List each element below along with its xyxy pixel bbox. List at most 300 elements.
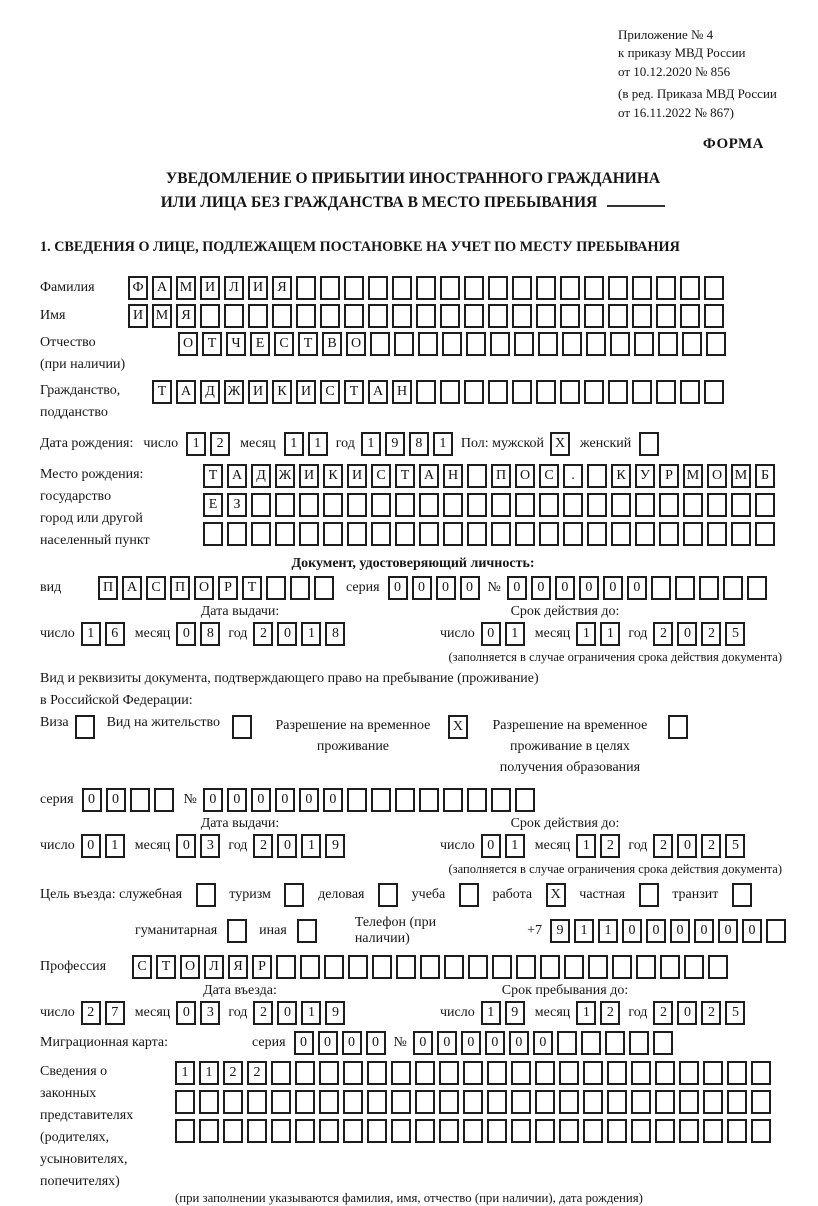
char-box[interactable] [440, 276, 460, 300]
char-box[interactable]: 0 [481, 834, 501, 858]
char-box[interactable] [608, 304, 628, 328]
char-box[interactable] [535, 1119, 555, 1143]
char-box[interactable] [439, 1090, 459, 1114]
char-box[interactable] [320, 304, 340, 328]
char-box[interactable]: Т [156, 955, 176, 979]
char-box[interactable] [392, 304, 412, 328]
char-box[interactable] [175, 1119, 195, 1143]
char-box[interactable]: 1 [574, 919, 594, 943]
char-box[interactable] [271, 1119, 291, 1143]
char-box[interactable] [443, 522, 463, 546]
char-box[interactable]: 0 [485, 1031, 505, 1055]
char-box[interactable] [463, 1061, 483, 1085]
char-box[interactable] [755, 493, 775, 517]
char-box[interactable] [227, 522, 247, 546]
char-box[interactable]: А [176, 380, 196, 404]
char-box[interactable]: Е [203, 493, 223, 517]
char-box[interactable]: И [248, 276, 268, 300]
char-box[interactable] [439, 1119, 459, 1143]
char-box[interactable] [658, 332, 678, 356]
char-box[interactable]: С [320, 380, 340, 404]
char-box[interactable] [459, 883, 479, 907]
char-box[interactable] [297, 919, 317, 943]
char-box[interactable]: 7 [105, 1001, 125, 1025]
char-box[interactable]: 0 [277, 622, 297, 646]
char-box[interactable] [199, 1090, 219, 1114]
char-box[interactable] [680, 380, 700, 404]
char-box[interactable]: А [122, 576, 142, 600]
char-box[interactable] [320, 276, 340, 300]
char-box[interactable]: 1 [505, 622, 525, 646]
char-box[interactable]: 1 [301, 834, 321, 858]
char-box[interactable] [731, 522, 751, 546]
char-box[interactable] [751, 1061, 771, 1085]
char-box[interactable]: X [448, 715, 468, 739]
char-box[interactable] [492, 955, 512, 979]
char-box[interactable]: Н [392, 380, 412, 404]
char-box[interactable]: 2 [81, 1001, 101, 1025]
char-box[interactable] [491, 788, 511, 812]
char-box[interactable] [539, 493, 559, 517]
char-box[interactable] [699, 576, 719, 600]
char-box[interactable] [276, 955, 296, 979]
char-box[interactable] [419, 788, 439, 812]
char-box[interactable] [323, 522, 343, 546]
char-box[interactable]: 1 [361, 432, 381, 456]
char-box[interactable] [727, 1090, 747, 1114]
char-box[interactable]: Р [252, 955, 272, 979]
char-box[interactable] [660, 955, 680, 979]
char-box[interactable] [467, 788, 487, 812]
char-box[interactable] [347, 788, 367, 812]
char-box[interactable]: Т [242, 576, 262, 600]
char-box[interactable]: 2 [253, 1001, 273, 1025]
char-box[interactable] [290, 576, 310, 600]
char-box[interactable]: 0 [366, 1031, 386, 1055]
char-box[interactable]: Т [298, 332, 318, 356]
char-box[interactable]: А [227, 464, 247, 488]
char-box[interactable] [659, 522, 679, 546]
char-box[interactable] [656, 276, 676, 300]
char-box[interactable] [319, 1090, 339, 1114]
char-box[interactable]: 0 [742, 919, 762, 943]
char-box[interactable] [675, 576, 695, 600]
char-box[interactable] [466, 332, 486, 356]
char-box[interactable] [608, 380, 628, 404]
char-box[interactable]: 8 [200, 622, 220, 646]
char-box[interactable]: 0 [677, 622, 697, 646]
char-box[interactable] [467, 522, 487, 546]
char-box[interactable] [251, 493, 271, 517]
char-box[interactable] [766, 919, 786, 943]
char-box[interactable] [755, 522, 775, 546]
char-box[interactable] [631, 1119, 651, 1143]
char-box[interactable] [275, 493, 295, 517]
char-box[interactable] [536, 380, 556, 404]
char-box[interactable] [344, 304, 364, 328]
char-box[interactable]: 1 [186, 432, 206, 456]
char-box[interactable]: С [539, 464, 559, 488]
char-box[interactable] [75, 715, 95, 739]
char-box[interactable]: 9 [325, 1001, 345, 1025]
char-box[interactable]: 0 [622, 919, 642, 943]
char-box[interactable] [272, 304, 292, 328]
char-box[interactable] [367, 1090, 387, 1114]
char-box[interactable]: О [707, 464, 727, 488]
char-box[interactable]: К [611, 464, 631, 488]
char-box[interactable]: А [152, 276, 172, 300]
char-box[interactable]: 9 [325, 834, 345, 858]
char-box[interactable] [639, 883, 659, 907]
char-box[interactable]: 0 [533, 1031, 553, 1055]
char-box[interactable]: 2 [253, 622, 273, 646]
char-box[interactable]: Б [755, 464, 775, 488]
char-box[interactable] [415, 1119, 435, 1143]
char-box[interactable]: В [322, 332, 342, 356]
char-box[interactable] [488, 304, 508, 328]
char-box[interactable]: 0 [323, 788, 343, 812]
char-box[interactable] [703, 1090, 723, 1114]
char-box[interactable] [154, 788, 174, 812]
char-box[interactable]: 9 [385, 432, 405, 456]
char-box[interactable] [629, 1031, 649, 1055]
char-box[interactable] [515, 522, 535, 546]
char-box[interactable] [419, 522, 439, 546]
char-box[interactable] [299, 522, 319, 546]
char-box[interactable]: С [371, 464, 391, 488]
char-box[interactable]: 2 [653, 834, 673, 858]
char-box[interactable] [295, 1061, 315, 1085]
char-box[interactable] [535, 1061, 555, 1085]
char-box[interactable]: Т [395, 464, 415, 488]
char-box[interactable]: 1 [576, 622, 596, 646]
char-box[interactable]: Н [443, 464, 463, 488]
char-box[interactable]: 0 [677, 1001, 697, 1025]
char-box[interactable] [610, 332, 630, 356]
char-box[interactable] [514, 332, 534, 356]
char-box[interactable] [631, 1090, 651, 1114]
char-box[interactable] [371, 493, 391, 517]
char-box[interactable]: 0 [461, 1031, 481, 1055]
char-box[interactable] [251, 522, 271, 546]
char-box[interactable] [607, 1119, 627, 1143]
char-box[interactable]: 2 [253, 834, 273, 858]
char-box[interactable] [668, 715, 688, 739]
char-box[interactable] [559, 1061, 579, 1085]
char-box[interactable]: 0 [318, 1031, 338, 1055]
char-box[interactable] [224, 304, 244, 328]
char-box[interactable]: Ф [128, 276, 148, 300]
char-box[interactable]: И [248, 380, 268, 404]
char-box[interactable]: 1 [600, 622, 620, 646]
char-box[interactable] [703, 1119, 723, 1143]
char-box[interactable]: 0 [388, 576, 408, 600]
char-box[interactable]: О [178, 332, 198, 356]
char-box[interactable] [367, 1061, 387, 1085]
char-box[interactable] [511, 1061, 531, 1085]
char-box[interactable]: 1 [598, 919, 618, 943]
char-box[interactable]: 1 [481, 1001, 501, 1025]
char-box[interactable] [295, 1119, 315, 1143]
char-box[interactable] [442, 332, 462, 356]
char-box[interactable]: 2 [600, 1001, 620, 1025]
char-box[interactable]: 0 [413, 1031, 433, 1055]
char-box[interactable]: 2 [653, 1001, 673, 1025]
char-box[interactable] [343, 1090, 363, 1114]
char-box[interactable]: 0 [603, 576, 623, 600]
char-box[interactable]: Л [224, 276, 244, 300]
char-box[interactable] [223, 1119, 243, 1143]
char-box[interactable] [392, 276, 412, 300]
char-box[interactable] [284, 883, 304, 907]
char-box[interactable] [347, 493, 367, 517]
char-box[interactable]: 1 [308, 432, 328, 456]
char-box[interactable] [584, 380, 604, 404]
char-box[interactable] [418, 332, 438, 356]
char-box[interactable] [300, 955, 320, 979]
char-box[interactable] [703, 1061, 723, 1085]
char-box[interactable] [199, 1119, 219, 1143]
char-box[interactable] [490, 332, 510, 356]
char-box[interactable]: Т [202, 332, 222, 356]
char-box[interactable] [443, 788, 463, 812]
char-box[interactable]: 0 [579, 576, 599, 600]
char-box[interactable] [516, 955, 536, 979]
char-box[interactable] [656, 380, 676, 404]
char-box[interactable] [559, 1090, 579, 1114]
char-box[interactable]: 2 [653, 622, 673, 646]
char-box[interactable] [395, 522, 415, 546]
char-box[interactable] [605, 1031, 625, 1055]
char-box[interactable] [560, 380, 580, 404]
char-box[interactable]: 0 [507, 576, 527, 600]
char-box[interactable]: Т [344, 380, 364, 404]
char-box[interactable]: 0 [82, 788, 102, 812]
char-box[interactable] [682, 332, 702, 356]
char-box[interactable] [343, 1119, 363, 1143]
char-box[interactable]: 0 [646, 919, 666, 943]
char-box[interactable]: 0 [176, 834, 196, 858]
char-box[interactable]: О [180, 955, 200, 979]
char-box[interactable] [394, 332, 414, 356]
char-box[interactable]: 0 [176, 1001, 196, 1025]
char-box[interactable]: X [550, 432, 570, 456]
char-box[interactable] [391, 1061, 411, 1085]
char-box[interactable] [655, 1119, 675, 1143]
char-box[interactable] [607, 1090, 627, 1114]
char-box[interactable] [656, 304, 676, 328]
char-box[interactable]: 0 [677, 834, 697, 858]
char-box[interactable] [175, 1090, 195, 1114]
char-box[interactable] [487, 1061, 507, 1085]
char-box[interactable] [560, 276, 580, 300]
char-box[interactable] [683, 493, 703, 517]
char-box[interactable] [564, 955, 584, 979]
char-box[interactable] [587, 522, 607, 546]
char-box[interactable]: 1 [81, 622, 101, 646]
char-box[interactable] [468, 955, 488, 979]
char-box[interactable]: Е [250, 332, 270, 356]
char-box[interactable] [583, 1061, 603, 1085]
char-box[interactable] [515, 788, 535, 812]
char-box[interactable] [463, 1090, 483, 1114]
char-box[interactable] [299, 493, 319, 517]
char-box[interactable] [370, 332, 390, 356]
char-box[interactable]: С [146, 576, 166, 600]
char-box[interactable] [319, 1119, 339, 1143]
char-box[interactable] [391, 1090, 411, 1114]
char-box[interactable]: Я [228, 955, 248, 979]
char-box[interactable] [372, 955, 392, 979]
char-box[interactable] [751, 1119, 771, 1143]
char-box[interactable]: Д [251, 464, 271, 488]
char-box[interactable] [491, 522, 511, 546]
char-box[interactable] [559, 1119, 579, 1143]
char-box[interactable] [584, 276, 604, 300]
char-box[interactable]: 0 [294, 1031, 314, 1055]
char-box[interactable] [464, 276, 484, 300]
char-box[interactable] [727, 1119, 747, 1143]
char-box[interactable]: М [176, 276, 196, 300]
char-box[interactable] [680, 304, 700, 328]
char-box[interactable] [611, 493, 631, 517]
char-box[interactable] [704, 304, 724, 328]
char-box[interactable]: 2 [247, 1061, 267, 1085]
char-box[interactable]: 0 [436, 576, 456, 600]
char-box[interactable]: К [272, 380, 292, 404]
char-box[interactable]: М [152, 304, 172, 328]
char-box[interactable]: 0 [342, 1031, 362, 1055]
char-box[interactable] [723, 576, 743, 600]
char-box[interactable]: 9 [550, 919, 570, 943]
char-box[interactable]: 1 [505, 834, 525, 858]
char-box[interactable] [348, 955, 368, 979]
char-box[interactable] [536, 276, 556, 300]
char-box[interactable] [679, 1090, 699, 1114]
char-box[interactable] [396, 955, 416, 979]
char-box[interactable]: 0 [176, 622, 196, 646]
char-box[interactable] [416, 304, 436, 328]
char-box[interactable] [415, 1061, 435, 1085]
char-box[interactable] [196, 883, 216, 907]
char-box[interactable]: 3 [200, 834, 220, 858]
char-box[interactable] [371, 788, 391, 812]
char-box[interactable]: У [635, 464, 655, 488]
char-box[interactable]: 0 [277, 1001, 297, 1025]
char-box[interactable]: 5 [725, 834, 745, 858]
char-box[interactable]: 1 [284, 432, 304, 456]
char-box[interactable] [632, 304, 652, 328]
char-box[interactable]: 0 [203, 788, 223, 812]
char-box[interactable]: 2 [210, 432, 230, 456]
char-box[interactable]: 2 [701, 622, 721, 646]
char-box[interactable] [368, 276, 388, 300]
char-box[interactable] [655, 1090, 675, 1114]
char-box[interactable]: М [731, 464, 751, 488]
char-box[interactable] [443, 493, 463, 517]
char-box[interactable]: 2 [223, 1061, 243, 1085]
char-box[interactable] [488, 276, 508, 300]
char-box[interactable] [324, 955, 344, 979]
char-box[interactable] [491, 493, 511, 517]
char-box[interactable]: 3 [200, 1001, 220, 1025]
char-box[interactable]: 0 [627, 576, 647, 600]
char-box[interactable]: 8 [409, 432, 429, 456]
char-box[interactable] [271, 1061, 291, 1085]
char-box[interactable]: М [683, 464, 703, 488]
char-box[interactable] [232, 715, 252, 739]
char-box[interactable] [467, 464, 487, 488]
char-box[interactable] [248, 304, 268, 328]
char-box[interactable] [680, 276, 700, 300]
char-box[interactable] [200, 304, 220, 328]
char-box[interactable]: Я [272, 276, 292, 300]
char-box[interactable] [704, 276, 724, 300]
char-box[interactable] [314, 576, 334, 600]
char-box[interactable] [368, 304, 388, 328]
char-box[interactable] [415, 1090, 435, 1114]
char-box[interactable] [583, 1119, 603, 1143]
char-box[interactable] [440, 304, 460, 328]
char-box[interactable] [247, 1090, 267, 1114]
char-box[interactable] [535, 1090, 555, 1114]
char-box[interactable] [515, 493, 535, 517]
char-box[interactable] [607, 1061, 627, 1085]
char-box[interactable] [727, 1061, 747, 1085]
char-box[interactable]: 0 [670, 919, 690, 943]
char-box[interactable] [439, 1061, 459, 1085]
char-box[interactable]: 2 [600, 834, 620, 858]
char-box[interactable]: 0 [555, 576, 575, 600]
char-box[interactable] [586, 332, 606, 356]
char-box[interactable]: К [323, 464, 343, 488]
char-box[interactable] [271, 1090, 291, 1114]
char-box[interactable]: С [132, 955, 152, 979]
char-box[interactable]: . [563, 464, 583, 488]
char-box[interactable] [266, 576, 286, 600]
char-box[interactable] [344, 276, 364, 300]
char-box[interactable] [371, 522, 391, 546]
char-box[interactable] [747, 576, 767, 600]
char-box[interactable]: 1 [433, 432, 453, 456]
char-box[interactable] [295, 1090, 315, 1114]
char-box[interactable]: 0 [106, 788, 126, 812]
char-box[interactable]: 0 [412, 576, 432, 600]
char-box[interactable]: И [200, 276, 220, 300]
char-box[interactable] [538, 332, 558, 356]
char-box[interactable] [488, 380, 508, 404]
char-box[interactable]: 2 [701, 1001, 721, 1025]
char-box[interactable] [632, 276, 652, 300]
char-box[interactable]: 6 [105, 622, 125, 646]
char-box[interactable]: И [347, 464, 367, 488]
char-box[interactable] [635, 522, 655, 546]
char-box[interactable]: Р [218, 576, 238, 600]
char-box[interactable]: 0 [81, 834, 101, 858]
char-box[interactable]: 0 [275, 788, 295, 812]
char-box[interactable]: 0 [277, 834, 297, 858]
char-box[interactable] [632, 380, 652, 404]
char-box[interactable]: А [419, 464, 439, 488]
char-box[interactable]: Ч [226, 332, 246, 356]
char-box[interactable]: Я [176, 304, 196, 328]
char-box[interactable] [419, 493, 439, 517]
char-box[interactable] [706, 332, 726, 356]
char-box[interactable]: 1 [576, 834, 596, 858]
char-box[interactable] [512, 304, 532, 328]
char-box[interactable]: З [227, 493, 247, 517]
char-box[interactable]: Р [659, 464, 679, 488]
